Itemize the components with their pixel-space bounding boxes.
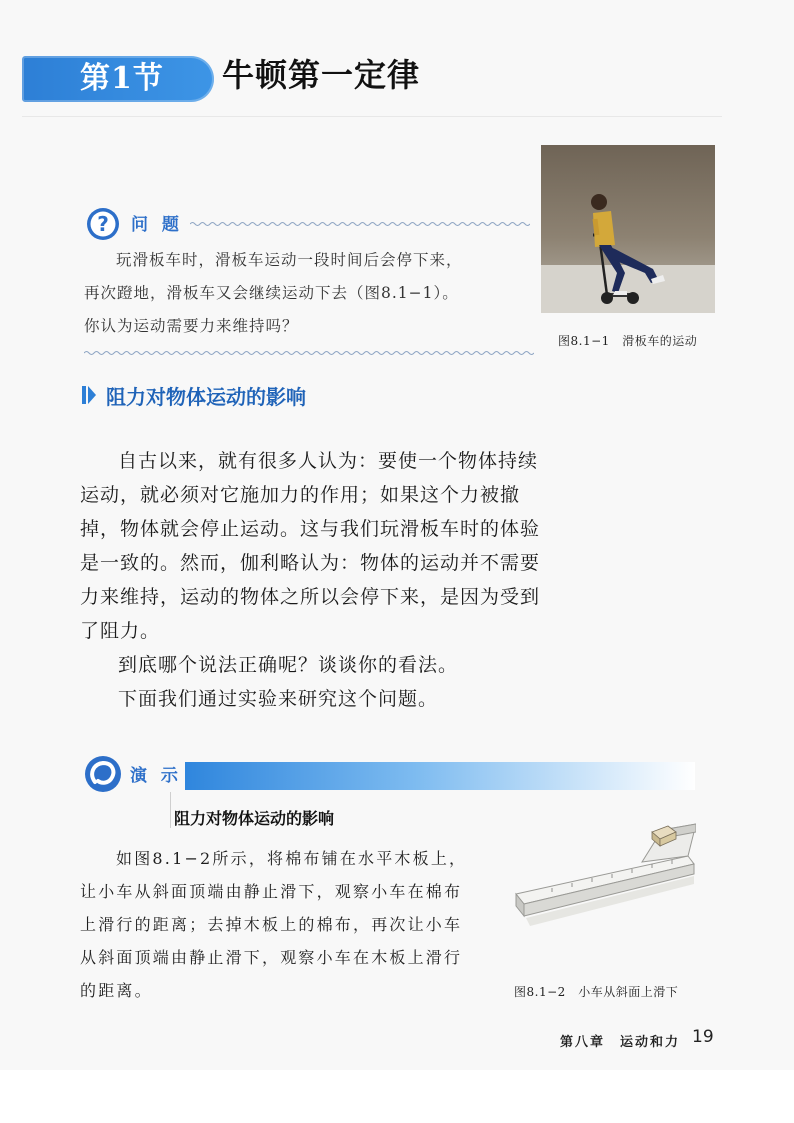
question-line: 再次蹬地，滑板车又会继续运动下去（图8.1−1）。 — [84, 284, 459, 302]
header-divider — [22, 116, 722, 117]
question-mark-icon — [85, 206, 121, 242]
section-badge-label: 第1节 — [80, 61, 164, 96]
subsection-title: 阻力对物体运动的影响 — [106, 385, 306, 409]
body-paragraph: 下面我们通过实验来研究这个问题。 — [118, 688, 439, 710]
demo-icon — [83, 754, 123, 794]
body-paragraph: 到底哪个说法正确呢？谈谈你的看法。 — [118, 654, 459, 676]
question-bottom-wave-divider — [84, 350, 534, 356]
demo-paragraph: 如图8.1−2所示，将棉布铺在水平木板上，让小车从斜面顶端由静止滑下，观察小车在棉布上滑行的距离；去掉木板上的棉布，再次让小车从斜面顶端由静止滑下，观察小车在木板上滑行的距离。 — [80, 849, 468, 1000]
demo-label: 演 示 — [130, 766, 182, 786]
body-text — [80, 444, 540, 716]
question-line: 你认为运动需要力来维持吗？ — [84, 317, 299, 335]
page-number: 19 — [692, 1027, 714, 1047]
demo-banner-bar — [185, 762, 695, 790]
footer-chapter-label: 第八章 运动和力 — [560, 1035, 681, 1050]
ramp-illustration — [512, 822, 696, 952]
question-top-wave-divider — [190, 221, 530, 227]
demo-vertical-rule — [170, 792, 171, 828]
subsection-marker-icon — [82, 386, 96, 404]
demo-title: 阻力对物体运动的影响 — [174, 809, 335, 828]
figure2-caption: 图8.1−2 小车从斜面上滑下 — [514, 985, 679, 999]
question-label: 问 题 — [131, 215, 183, 235]
question-line: 玩滑板车时，滑板车运动一段时间后会停下来， — [116, 251, 463, 269]
scooter-photo — [541, 145, 715, 313]
demo-text — [80, 842, 470, 1007]
question-text — [84, 244, 534, 343]
body-paragraph: 自古以来，就有很多人认为：要使一个物体持续运动，就必须对它施加力的作用；如果这个力被撤掉，物体就会停止运动。这与我们玩滑板车时的体验是一致的。然而，伽利略认为：物体的运动并不需要力来维持，运动的物体之所以会停下来，是因为受到了阻力。 — [80, 450, 541, 642]
svg-text:?: ? — [97, 212, 109, 236]
figure1-caption: 图8.1−1 滑板车的运动 — [558, 334, 698, 348]
section-title: 牛顿第一定律 — [222, 56, 421, 94]
